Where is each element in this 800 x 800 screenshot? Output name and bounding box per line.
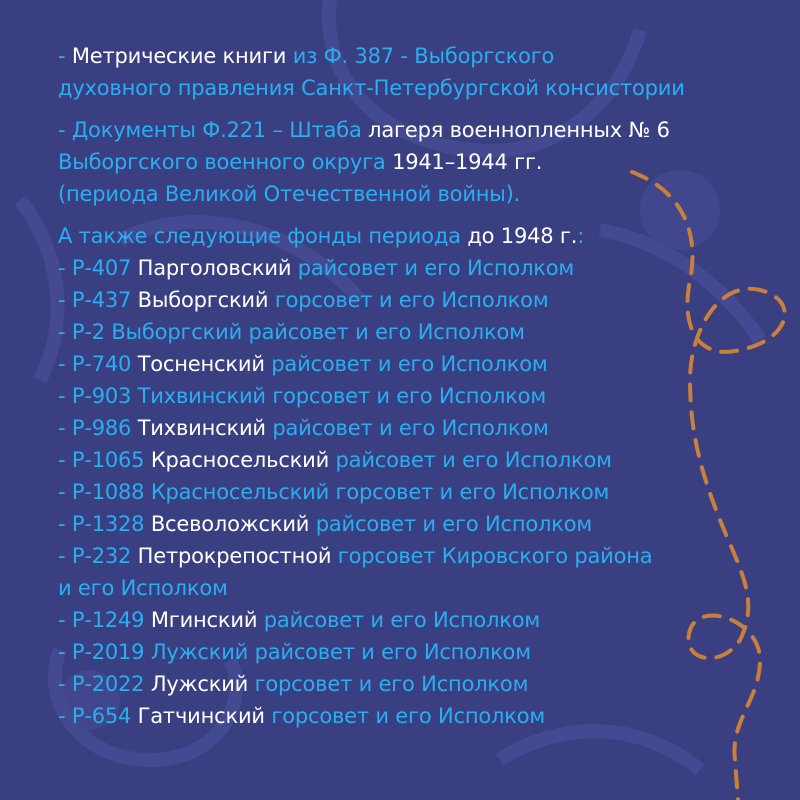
fund-name: Лужский [150,672,249,696]
metric-books-line2: духовного правления Санкт-Петербургской консистории [58,76,685,100]
fund-code: - Р-437 [58,288,138,312]
fund-code: - Р-1065 [58,448,151,472]
fund-code: - Р-903 [58,384,138,408]
fund-item [58,636,778,668]
fund-item [58,380,778,412]
fund-item [58,700,778,732]
funds-intro-text: А также следующие фонды периода [58,224,461,248]
fund-description: райсовет и его Исполком [309,512,593,536]
fund-name: Тихвинский [137,416,266,440]
fund-item [58,284,778,316]
fund-code: - Р-986 [58,416,138,440]
fund-code: - Р-1249 [58,608,151,632]
fund-item [58,508,778,540]
district-text: Выборгского военного округа [58,150,386,174]
period-text: (периода Великой Отечественной войны). [58,182,521,206]
fund-name: Петрокрепостной [137,544,332,568]
camp-highlight: лагеря военнопленных № 6 [361,118,670,142]
fund-item [58,604,778,636]
fund-name: Тосненский [137,352,265,376]
fund-item [58,668,778,700]
fund-code: - Р-740 [58,352,138,376]
metric-books-title: Метрические книги [71,44,287,68]
metric-books-fund: из Ф. 387 - Выборгского [286,44,555,68]
fund-item [58,252,778,284]
fund-name: Лужский [150,640,249,664]
fund-description: горсовет и его Исполком [268,288,549,312]
fund-name: Гатчинский [137,704,265,728]
funds-list [58,252,778,732]
fund-description: горсовет и его Исполком [248,672,529,696]
fund-description: райсовет и его Исполком [248,640,531,664]
fund-description: райсовет и его Исполком [265,416,549,440]
fund-name: Красносельский [150,480,330,504]
fund-name: Выборгский [111,320,243,344]
documents-paragraph [58,114,778,210]
main-content [58,40,778,732]
fund-description: горсовет и его Исполком [265,384,546,408]
fund-code: - Р-1328 [58,512,151,536]
fund-description: райсовет и его Исполком [329,448,612,472]
fund-item [58,476,778,508]
fund-name: Красносельский [150,448,330,472]
fund-item [58,444,778,476]
funds-intro-year: до 1948 г. [460,224,578,248]
fund-code: - Р-2019 [58,640,151,664]
fund-description: райсовет и его Исполком [257,608,541,632]
funds-intro [58,220,778,252]
metric-books-paragraph [58,40,778,104]
fund-name: Всеволожский [150,512,310,536]
fund-code: - Р-232 [58,544,138,568]
fund-name: Парголовский [137,256,292,280]
fund-code: - Р-654 [58,704,138,728]
fund-item [58,412,778,444]
fund-item [58,348,778,380]
fund-code: - Р-1088 [58,480,151,504]
fund-name: Выборгский [137,288,269,312]
funds-intro-colon: : [577,224,585,248]
fund-description: горсовет и его Исполком [264,704,546,728]
dash: - [58,44,72,68]
years-text: 1941–1944 гг. [385,150,543,174]
fund-description: райсовет и его Исполком [291,256,575,280]
fund-item [58,316,778,348]
fund-description: райсовет и его Исполком [242,320,525,344]
fund-name: Мгинский [150,608,258,632]
fund-name: Тихвинский [137,384,266,408]
fund-item [58,540,778,604]
fund-description: райсовет и его Исполком [264,352,548,376]
fund-code: - Р-2 [58,320,112,344]
fund-description-cont: и его Исполком [58,576,228,600]
fund-code: - Р-2022 [58,672,151,696]
fund-description: горсовет Кировского района [331,544,653,568]
fund-code: - Р-407 [58,256,138,280]
fund-description: горсовет и его Исполком [329,480,610,504]
documents-lead: - Документы Ф.221 – Штаба [58,118,362,142]
